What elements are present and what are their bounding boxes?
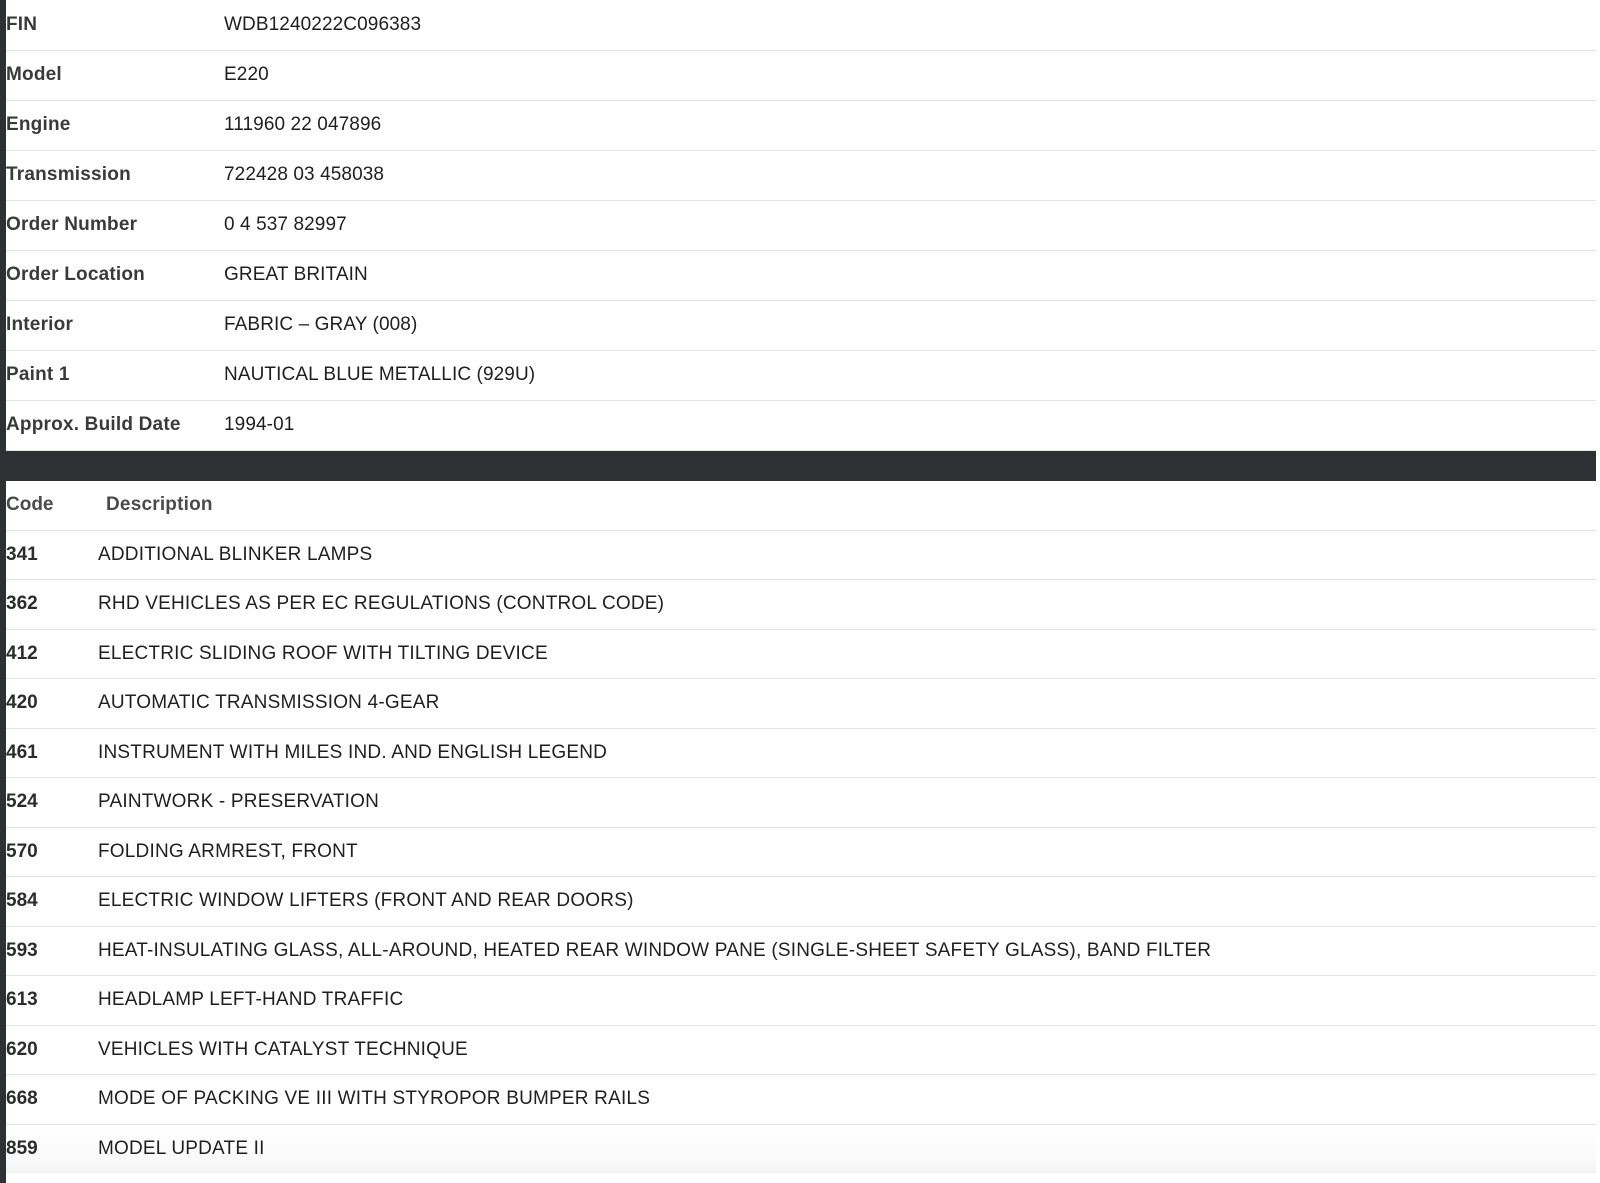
table-row bbox=[6, 530, 1600, 580]
info-value-interior: FABRIC – GRAY (008) bbox=[224, 300, 1600, 350]
equipment-codes-table bbox=[6, 481, 1600, 1174]
code-cell: 362 bbox=[6, 580, 98, 630]
table-row bbox=[6, 827, 1600, 877]
description-cell: ELECTRIC SLIDING ROOF WITH TILTING DEVICE bbox=[98, 629, 1600, 679]
description-cell: INSTRUMENT WITH MILES IND. AND ENGLISH LEGEND bbox=[98, 728, 1600, 778]
table-row bbox=[6, 1075, 1600, 1125]
table-row bbox=[6, 200, 1600, 250]
table-row bbox=[6, 877, 1600, 927]
code-cell: 524 bbox=[6, 778, 98, 828]
description-cell: MODEL UPDATE II bbox=[98, 1124, 1600, 1174]
code-cell: 620 bbox=[6, 1025, 98, 1075]
description-cell: MODE OF PACKING VE III WITH STYROPOR BUMPER RAILS bbox=[98, 1075, 1600, 1125]
table-row bbox=[6, 0, 1600, 50]
table-row bbox=[6, 976, 1600, 1026]
description-cell: FOLDING ARMREST, FRONT bbox=[98, 827, 1600, 877]
code-cell: 859 bbox=[6, 1124, 98, 1174]
table-row bbox=[6, 926, 1600, 976]
info-value-paint-1: NAUTICAL BLUE METALLIC (929U) bbox=[224, 350, 1600, 400]
vehicle-info-table bbox=[6, 0, 1600, 451]
table-row bbox=[6, 350, 1600, 400]
code-cell: 461 bbox=[6, 728, 98, 778]
info-value-build-date: 1994-01 bbox=[224, 400, 1600, 450]
section-separator-band bbox=[0, 451, 1600, 481]
info-label-interior: Interior bbox=[6, 300, 224, 350]
info-value-order-number: 0 4 537 82997 bbox=[224, 200, 1600, 250]
table-row bbox=[6, 400, 1600, 450]
table-row bbox=[6, 100, 1600, 150]
page-content bbox=[6, 0, 1600, 1174]
info-label-engine: Engine bbox=[6, 100, 224, 150]
table-row bbox=[6, 150, 1600, 200]
code-cell: 613 bbox=[6, 976, 98, 1026]
table-row bbox=[6, 778, 1600, 828]
info-label-transmission: Transmission bbox=[6, 150, 224, 200]
info-value-model: E220 bbox=[224, 50, 1600, 100]
table-row bbox=[6, 728, 1600, 778]
table-row bbox=[6, 1025, 1600, 1075]
right-edge-spacer bbox=[1596, 0, 1600, 1183]
code-cell: 341 bbox=[6, 530, 98, 580]
info-value-engine: 111960 22 047896 bbox=[224, 100, 1600, 150]
description-cell: HEADLAMP LEFT-HAND TRAFFIC bbox=[98, 976, 1600, 1026]
description-cell: AUTOMATIC TRANSMISSION 4-GEAR bbox=[98, 679, 1600, 729]
code-cell: 570 bbox=[6, 827, 98, 877]
table-row bbox=[6, 1124, 1600, 1174]
description-cell: ADDITIONAL BLINKER LAMPS bbox=[98, 530, 1600, 580]
table-row bbox=[6, 629, 1600, 679]
info-label-paint-1: Paint 1 bbox=[6, 350, 224, 400]
info-label-order-location: Order Location bbox=[6, 250, 224, 300]
code-cell: 412 bbox=[6, 629, 98, 679]
description-cell: ELECTRIC WINDOW LIFTERS (FRONT AND REAR DOORS) bbox=[98, 877, 1600, 927]
info-label-model: Model bbox=[6, 50, 224, 100]
description-cell: RHD VEHICLES AS PER EC REGULATIONS (CONTROL CODE) bbox=[98, 580, 1600, 630]
table-row bbox=[6, 250, 1600, 300]
info-value-fin: WDB1240222C096383 bbox=[224, 0, 1600, 50]
code-cell: 593 bbox=[6, 926, 98, 976]
info-value-order-location: GREAT BRITAIN bbox=[224, 250, 1600, 300]
code-cell: 584 bbox=[6, 877, 98, 927]
code-cell: 668 bbox=[6, 1075, 98, 1125]
info-value-transmission: 722428 03 458038 bbox=[224, 150, 1600, 200]
table-header-row bbox=[6, 481, 1600, 531]
column-header-code: Code bbox=[6, 481, 98, 531]
info-label-order-number: Order Number bbox=[6, 200, 224, 250]
table-row bbox=[6, 300, 1600, 350]
description-cell: HEAT-INSULATING GLASS, ALL-AROUND, HEATED REAR WINDOW PANE (SINGLE-SHEET SAFETY GLASS), BAND FILTER bbox=[98, 926, 1600, 976]
info-label-build-date: Approx. Build Date bbox=[6, 400, 224, 450]
table-row bbox=[6, 50, 1600, 100]
table-row bbox=[6, 580, 1600, 630]
description-cell: PAINTWORK - PRESERVATION bbox=[98, 778, 1600, 828]
code-cell: 420 bbox=[6, 679, 98, 729]
info-label-fin: FIN bbox=[6, 0, 224, 50]
table-row bbox=[6, 679, 1600, 729]
column-header-description: Description bbox=[98, 481, 1600, 531]
description-cell: VEHICLES WITH CATALYST TECHNIQUE bbox=[98, 1025, 1600, 1075]
